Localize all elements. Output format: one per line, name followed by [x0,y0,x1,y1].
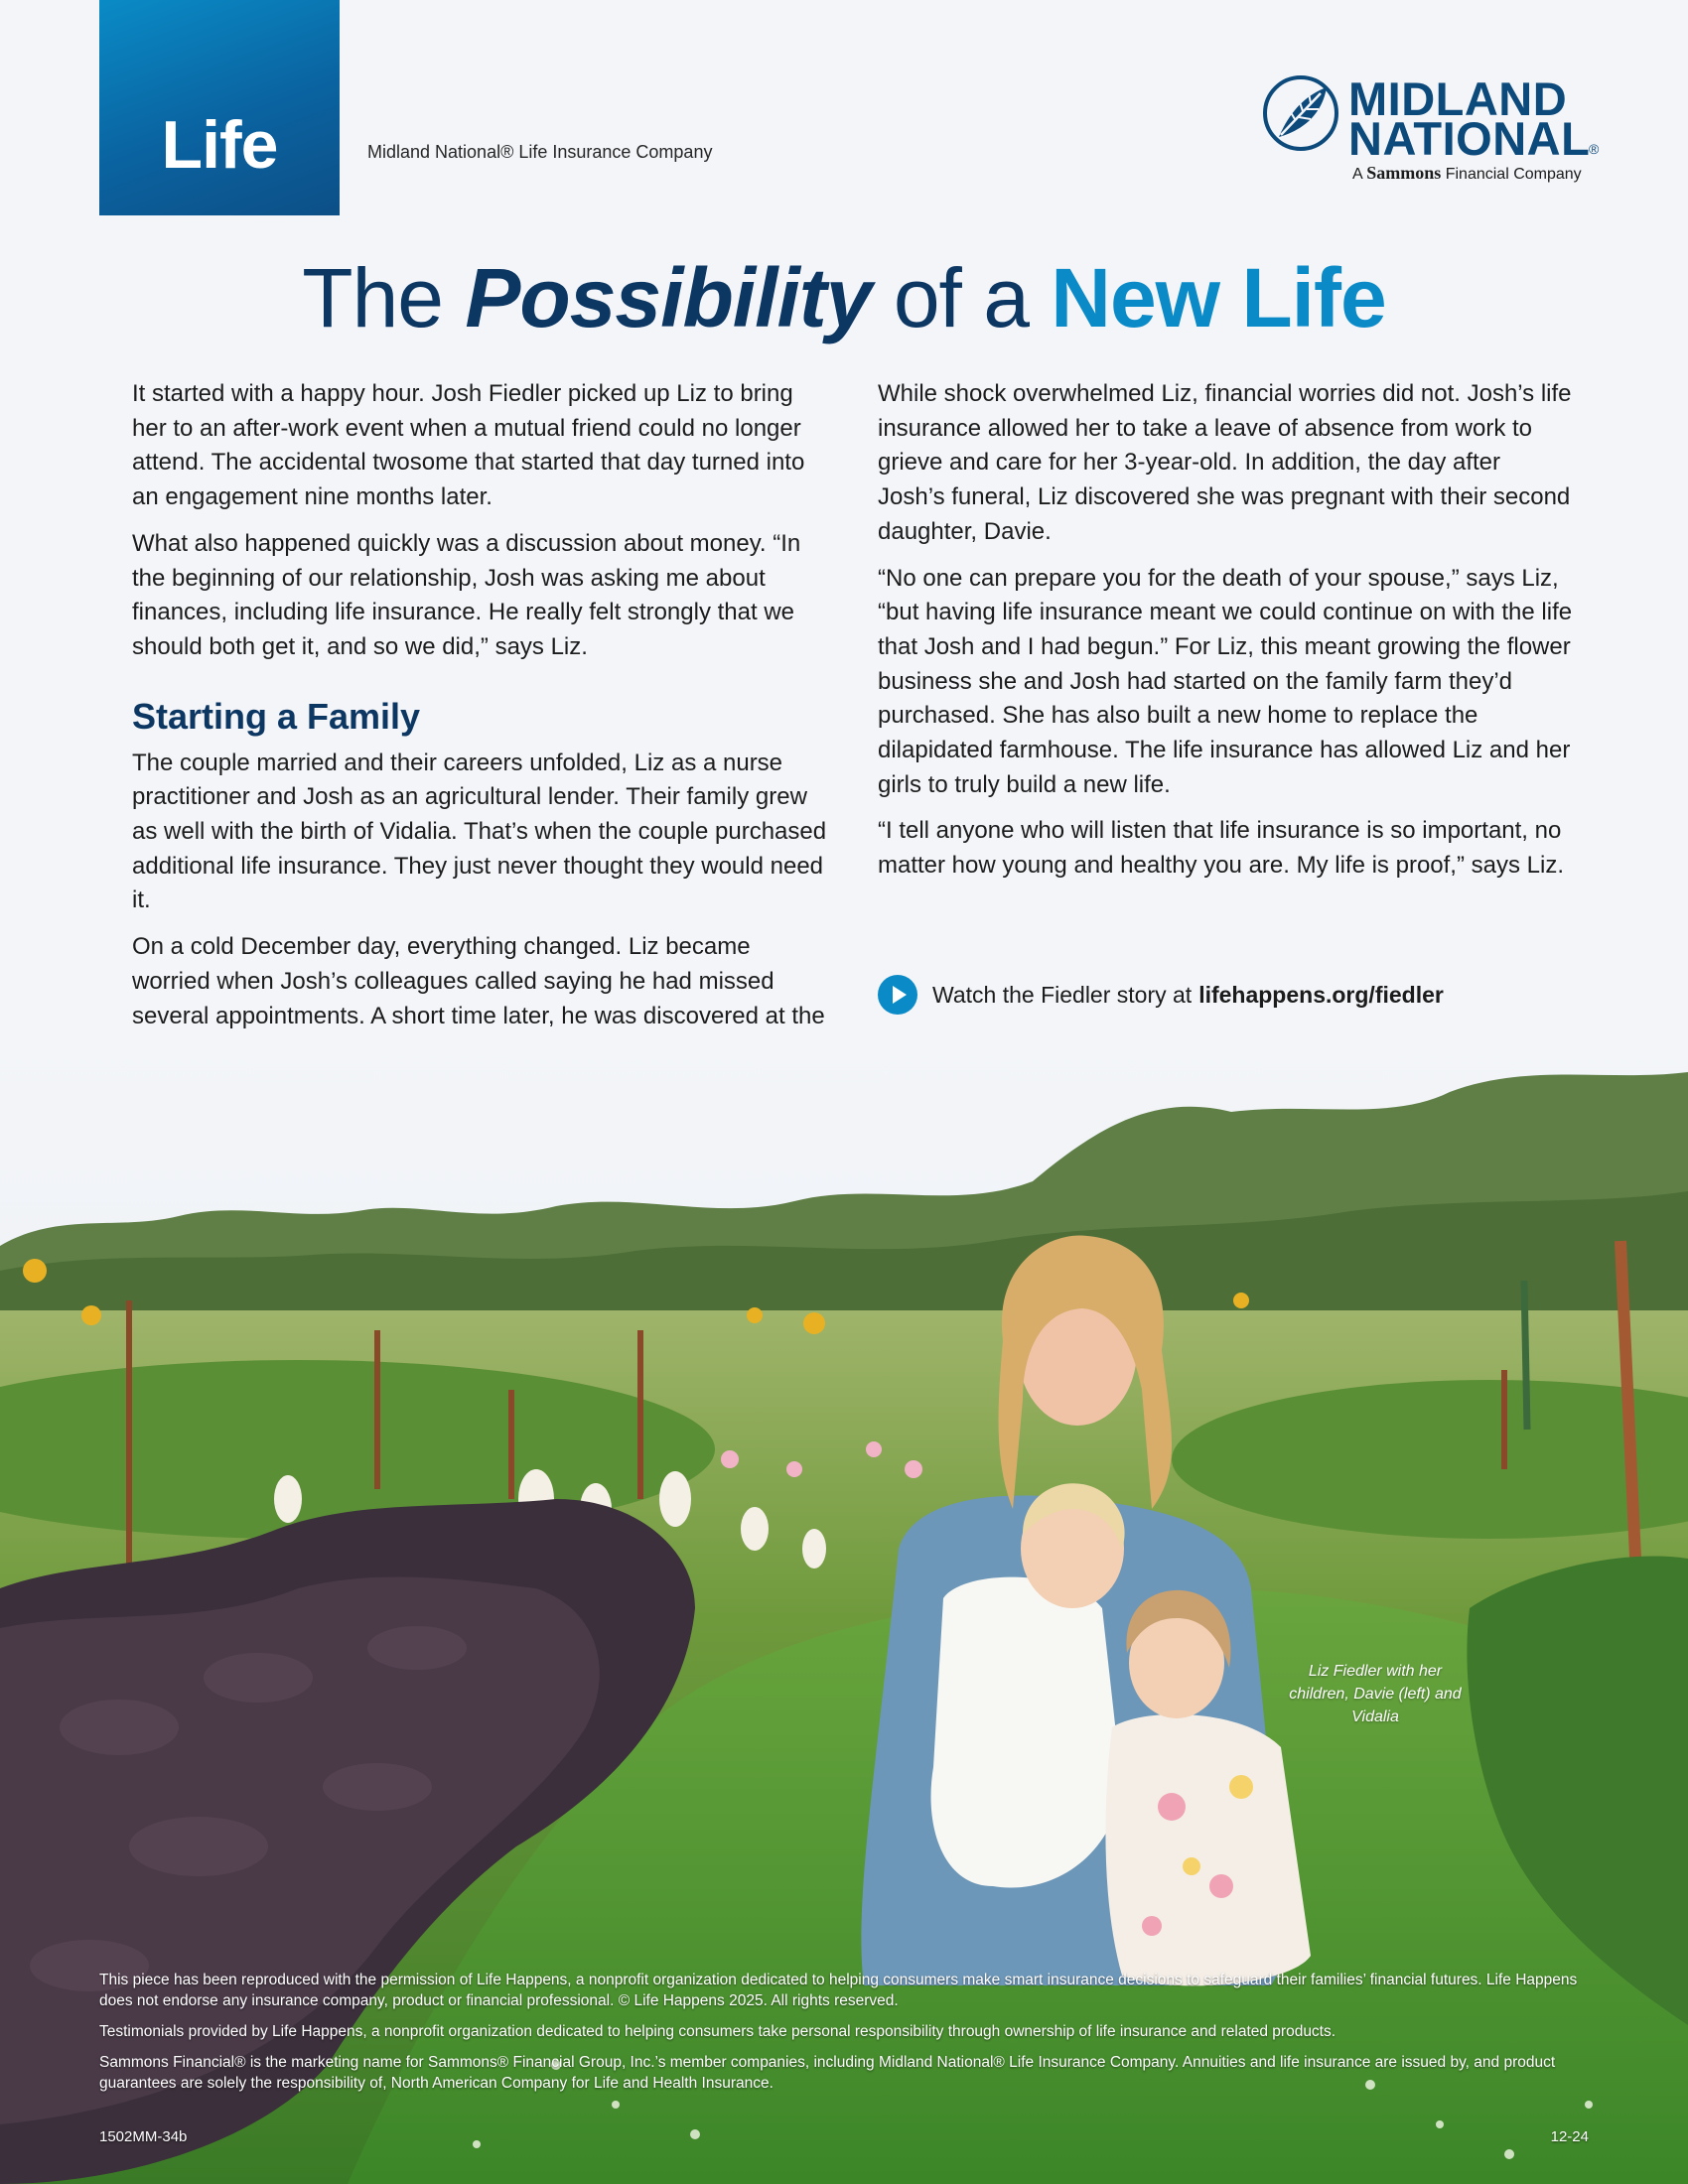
page-title [0,250,1688,346]
left-paragraph-2: What also happened quickly was a discussion about money. “In the beginning of our relationship, Josh was asking me about finances, including life insurance. He really felt strongly that we should both get it, and so we did,” says Liz. [132,529,801,660]
footer-paragraph-1: This piece has been reproduced with the permission of Life Happens, a nonprofit organization dedicated to helping consumers make smart insurance decisions to safeguard their families’ financial futures. Life Happens does not endorse any insurance company, product or financial professional. © Life Happens 2025. All rights reserved. [99,1972,1578,2009]
logo-tagline [1352,163,1582,184]
title-part-the: The [302,251,444,344]
left-paragraph-3: The couple married and their careers unfolded, Liz as a nurse practitioner and Josh as an agricultural lender. Their family grew as well with the birth of Vidalia. That’s when the couple purchased additional life insurance. They just never thought they would need it. [132,749,827,914]
watch-story-callout [878,974,1444,1016]
leaf-emblem-icon [1261,73,1340,153]
logo-tagline-brand: Sammons [1366,163,1442,183]
footer-paragraph-2: Testimonials provided by Life Happens, a nonprofit organization dedicated to helping consumers take personal responsibility through ownership of life insurance and related products. [99,2023,1336,2040]
title-part-possibility: Possibility [465,251,872,344]
logo-tagline-prefix: A [1352,166,1362,183]
logo-registered-mark: ® [1589,141,1600,157]
left-paragraph-1: It started with a happy hour. Josh Fiedler picked up Liz to bring her to an after-work event when a mutual friend could no longer attend. The accidental twosome that started that day turned into an engagement nine months later. [132,380,805,511]
watch-text: Watch the Fiedler story at [932,981,1193,1008]
right-paragraph-2: “No one can prepare you for the death of your spouse,” says Liz, “but having life insurance meant we could continue on with the life that Josh and I had begun.” For Liz, this meant growing the flower business she and Josh had started on the family farm they’d purchased. She has also built a new home to replace the dilapidated farmhouse. The life insurance has allowed Liz and her girls to truly build a new life. [878,564,1573,798]
logo-word-midland: MIDLAND [1348,72,1568,125]
footer-paragraph-3: Sammons Financial® is the marketing name for Sammons® Financial Group, Inc.’s member companies, including Midland National® Life Insurance Company. Annuities and life insurance are issued by, and product guarantees are solely the responsibility of, North American Company for Life and Health Insurance. [99,2054,1556,2092]
title-part-new-life: New Life [1051,251,1386,344]
watch-story-link[interactable]: lifehappens.org/fiedler [1198,981,1444,1008]
footer-disclaimer [99,1970,1594,2104]
play-icon[interactable] [878,975,917,1015]
life-tab [99,0,340,215]
title-part-of-a: of a [893,251,1029,344]
edition-date: 12-24 [1550,2128,1589,2145]
life-tab-label: Life [161,107,278,183]
section-heading-starting-a-family: Starting a Family [132,695,421,737]
photo-caption: Liz Fiedler with her children, Davie (left) and Vidalia [1289,1663,1462,1725]
form-code: 1502MM-34b [99,2128,188,2145]
midland-national-logo [1261,71,1604,186]
right-paragraph-1: While shock overwhelmed Liz, financial worries did not. Josh’s life insurance allowed her to take a leave of absence from work to grieve and care for her 3-year-old. In addition, the day after Josh’s funeral, Liz discovered she was pregnant with their second daughter, Davie. [878,380,1572,545]
right-paragraph-3: “I tell anyone who will listen that life insurance is so important, no matter how young and healthy you are. My life is proof,” says Liz. [878,817,1564,880]
left-paragraph-4: On a cold December day, everything changed. Liz became worried when Josh’s colleagues called saying he had missed several appointments. A short time later, he was discovered at the [132,933,825,1029]
logo-word-national: NATIONAL [1348,112,1591,165]
logo-tagline-suffix: Financial Company [1445,166,1582,183]
company-line: Midland National® Life Insurance Company [367,142,713,162]
right-column [878,377,1573,895]
